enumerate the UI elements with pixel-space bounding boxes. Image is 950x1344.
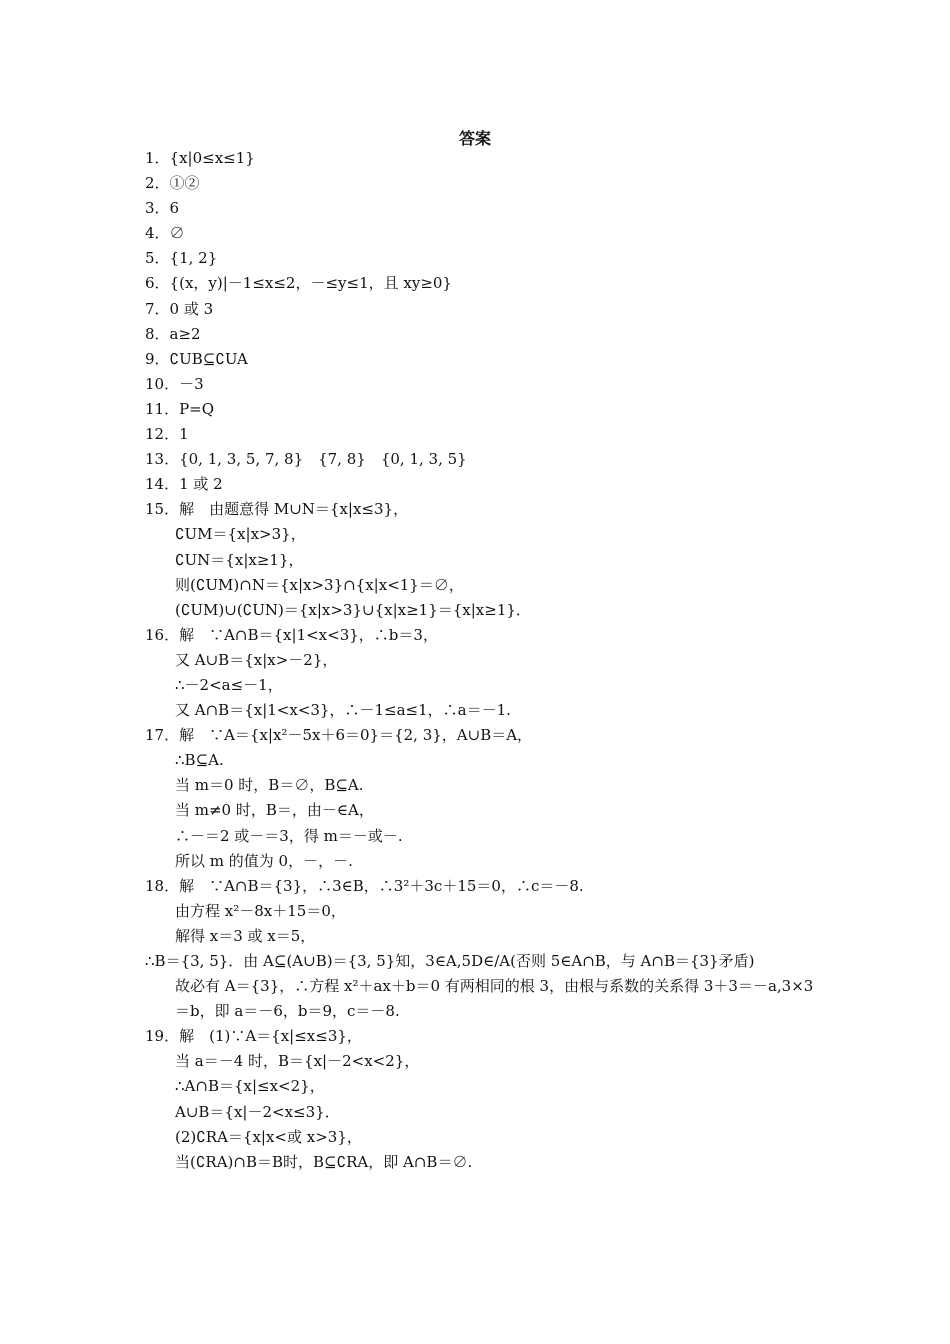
answer-line: ∴A∩B＝{x|≤x<2}， [175,1077,325,1096]
answer-line: ∴－＝2 或－＝3，得 m＝－或－. [175,826,403,845]
answer-line: 17．解 ∵A＝{x|x²－5x＋6＝0}＝{2, 3}，A∪B＝A， [145,726,533,745]
answer-line: 当 m＝0 时，B＝∅，B⊆A. [175,776,364,795]
answer-line: 16．解 ∵A∩B＝{x|1<x<3}，∴b＝3， [145,625,438,644]
page-title: 答案 [458,129,491,148]
answer-line: 2．①② [145,174,200,193]
answer-line: 当 a＝－4 时，B＝{x|－2<x<2}， [175,1052,420,1071]
answer-line: 则(∁UM)∩N＝{x|x>3}∩{x|x<1}＝∅， [175,575,464,594]
answer-line: 6．{(x，y)|－1≤x≤2，－≤y≤1，且 xy≥0} [145,274,452,293]
answer-line: 5．{1, 2} [145,249,218,268]
answer-line: 4．∅ [145,224,185,243]
answer-line: 8．a≥2 [145,324,201,343]
answer-line: 3．6 [145,199,180,218]
answer-line: 15．解 由题意得 M∪N＝{x|x≤3}， [145,500,409,519]
answer-line: 9．∁UB⊆∁UA [145,349,248,368]
answer-line: ∴B＝{3, 5}．由 A⊆(A∪B)＝{3, 5}知，3∈A,5D∈/A(否则 5∈A∩B，与 A∩B＝{3}矛盾) [145,952,755,970]
answer-line: 13．{0, 1, 3, 5, 7, 8} {7, 8} {0, 1, 3, 5} [145,450,467,469]
answer-line: ∴－2<a≤－1， [175,675,283,694]
answer-line: (∁UM)∪(∁UN)＝{x|x>3}∪{x|x≥1}＝{x|x≥1}． [175,600,531,619]
answer-line: 解得 x＝3 或 x＝5， [175,926,316,945]
answer-line: 又 A∪B＝{x|x>－2}， [175,650,338,669]
answer-line: 18．解 ∵A∩B＝{3}，∴3∈B，∴3²＋3c＋15＝0，∴c＝－8. [145,876,584,895]
answer-line: 7．0 或 3 [145,299,214,318]
answer-line: ∴B⊆A. [175,751,224,770]
answer-line: 故必有 A＝{3}，∴方程 x²＋ax＋b＝0 有两相同的根 3，由根与系数的关系得 3＋3＝－a,3×3＝b，即 a＝－6，b＝9，c＝－8. [175,977,814,1021]
answer-line: 由方程 x²－8x＋15＝0， [175,901,346,920]
answer-line: ∁UM＝{x|x>3}， [175,525,306,544]
answer-line: 19．解 (1)∵A＝{x|≤x≤3}， [145,1027,362,1046]
answer-line: A∪B＝{x|－2<x≤3}． [175,1102,340,1121]
answer-line: 所以 m 的值为 0，－，－. [175,851,353,870]
answer-line: 当 m≠0 时，B＝，由－∈A， [175,801,374,820]
answer-line: 10．－3 [145,374,204,393]
answer-list [145,146,815,1175]
answer-line: 1．{x|0≤x≤1} [145,149,255,167]
answer-line: ∁UN＝{x|x≥1}， [175,550,304,569]
answer-line: 11．P=Q [145,399,215,418]
answer-line: 12．1 [145,425,189,444]
answer-line: (2)∁RA＝{x|x<或 x>3}， [175,1127,362,1146]
answer-line: 又 A∩B＝{x|1<x<3}，∴－1≤a≤1，∴a＝－1. [175,701,511,720]
answer-line: 14．1 或 2 [145,475,223,494]
answer-line: 当(∁RA)∩B＝B时，B⊆∁RA，即 A∩B＝∅. [175,1152,473,1171]
